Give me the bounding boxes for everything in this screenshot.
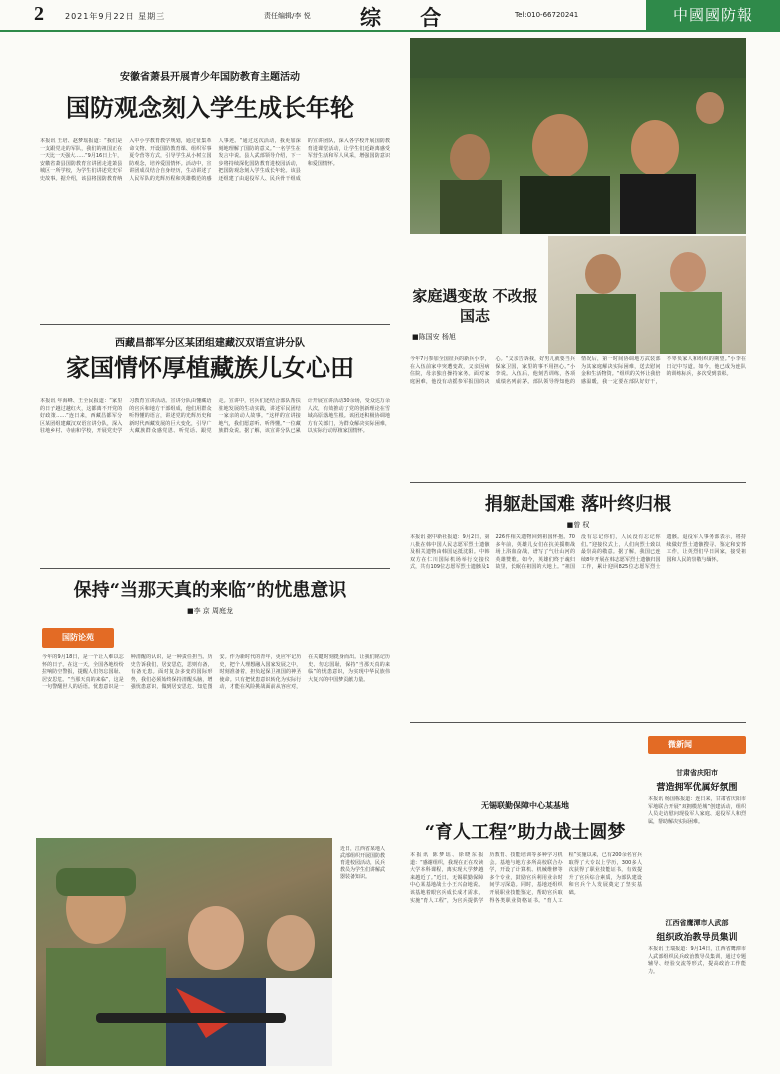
divider xyxy=(40,324,390,325)
soldiers-training-photo xyxy=(410,38,746,234)
article4-body: 今年7月参加全国征兵的新兵小李，在入伍前家中突遭变故，父亲因病住院，母亲独自操持家务。面对家庭困难，他没有动摇参军报国的决心。“父亲告诉我，好男儿就要当兵保家卫国，家里的事不用担心。”小李说。入伍后，他刻苦训练，各项成绩名列前茅。部队领导得知他的情况后，第一时间协调地方武装部为其家庭解决实际困难，送去慰问金和生活物资。“组织的关怀让我倍感温暖，我一定要在部队好好干，不辜负家人和组织的期望。”小李在日记中写道。如今，他已成为连队的训练标兵，多次受到表彰。 xyxy=(410,356,746,385)
micro-news-1-place: 甘肃省庆阳市 xyxy=(676,769,718,777)
soldiers-training-art xyxy=(410,38,746,234)
article1-kicker: 安徽省萧县开展青少年国防教育主题活动 xyxy=(120,72,300,83)
micro-news-1-body: 本报讯 杨国栋报道：连日来，甘肃省庆阳市军地联合开展“双拥模范城”创建活动，组织人员走访慰问现役军人家庭、退役军人和烈属，帮助解决实际困难。 xyxy=(648,796,746,825)
article3-byline: ■李 京 周庭龙 xyxy=(186,607,234,615)
article6-body: 本报讯 陈梦瑶、徐晓东报道：“感谢组织，我现在正在攻读大学本科课程，离实现大学梦越来越近了。”近日，无锡联勤保障中心某基地战士小王兴奋地说。该基地着眼官兵成长成才需求，实施“育人工程”，为官兵提供学历教育、技能培训等多种学习机会。基地与地方多所高校联合办学，开设了计算机、机械维修等多个专业，鼓励官兵利用业余时间学习深造。同时，基地还组织开展职业技能鉴定，帮助官兵取得各类职业资格证书。“育人工程”实施以来，已有200余名官兵取得了大专以上学历，300多人次获得了职业技能证书，有效提升了官兵综合素质，为部队建设和官兵个人发展奠定了坚实基础。 xyxy=(410,852,642,904)
students-photo-caption: 近日，江西省某地人武部组织开展国防教育进校园活动，民兵教员为学生们讲解武器装备知识。 xyxy=(340,846,386,880)
article2-title: 家国情怀厚植藏族儿女心田 xyxy=(66,353,354,382)
article3-body: 今年的9月18日，是一个让人难以忘怀的日子。在这一天，全国各地纷纷拉响防空警报，提醒人们勿忘国耻、居安思危。“当那天真的来临”，这是一句警醒世人的话语。忧患意识是一种清醒的认识，是一种责任担当。历史告诉我们，居安思危，思则有备，有备无患。面对复杂多变的国际形势，我们必须始终保持清醒头脑，增强忧患意识，做到居安思危、知危图安。作为新时代的青年，更应牢记历史，把个人理想融入国家发展之中，时刻准备着，担负起保卫祖国的神圣使命。只有把忧患意识转化为实际行动，才能在风险挑战面前从容应对，在关键时刻挺身而出。让我们铭记历史、勿忘国耻，保持“当那天真的来临”的忧患意识，为实现中华民族伟大复兴的中国梦贡献力量。 xyxy=(42,654,390,691)
section-name: 综 合 xyxy=(360,5,458,30)
article6-title: “育人工程”助力战士圆梦 xyxy=(424,822,626,843)
students-photo-art xyxy=(36,838,332,1066)
article1-body: 本报讯 王培、赵梦瑶报道：“我们是一支跟党走的军队，我们的祖国正在一天比一天强大……”9月16日上午，安徽省萧县国防教育宣讲团走进萧县城区一所学校，为学生们讲述党史军史故事。据介绍，该县将国防教育纳入中小学教育教学规划，通过征集革命文物、开设国防教育课、组织军事夏令营等方式，引导学生从小树立国防观念，培养爱国情怀。活动中，宣讲团成员结合自身经历，生动讲述了人民军队的光辉历程和英雄模范的感人事迹。“通过这次活动，我更加深刻地理解了国防的意义。”一名学生在发言中说。县人武部领导介绍，下一步将持续深化国防教育进校园活动，把国防观念刻入学生成长年轮。该县还组建了由退役军人、民兵骨干组成的宣讲团队，深入各学校开展国防教育进课堂活动，让学生们近距离感受军营生活和军人风采，增强国防意识和爱国情怀。 xyxy=(40,138,390,182)
newspaper-logo: 中國國防報 xyxy=(646,0,780,30)
article5-title: 捐躯赴国难 落叶终归根 xyxy=(484,494,672,515)
article4-byline: ■陈国安 杨旭 xyxy=(412,333,456,341)
article3-title: 保持“当那天真的来临”的忧患意识 xyxy=(73,580,347,601)
divider xyxy=(40,568,390,569)
article6-kicker: 无锡联勤保障中心某基地 xyxy=(481,801,569,810)
officer-photo-art xyxy=(548,236,746,354)
micro-news-2-body: 本报讯 王瑞报道：9月14日，江西省鹰潭市人武部组织民兵政治教导员集训，通过专题辅导、经验交流等形式，提高政治工作能力。 xyxy=(648,946,746,975)
article2-body: 本报讯 年海峰、王全民报道：“家里的日子越过越红火，这都离不开党的好政策……”连日来，西藏昌都军分区某团组建藏汉双语宣讲分队，深入驻地乡村、寺庙和学校，开展党史学习教育宣讲活动。宣讲分队由懂藏语的官兵和地方干部组成，他们用群众听得懂的语言，讲述党的光辉历史和新时代西藏发展的巨大变化，引导广大藏族群众感党恩、听党话、跟党走。宣讲中，官兵们还结合部队帮扶驻地发展的生动实践，讲述军民团结一家亲的动人故事。“这样的宣讲接地气，我们愿意听、听得懂。”一位藏族群众说。据了解，该宣讲分队已累计开展宣讲活动30余场，受众达万余人次，有效推动了党的创新理论在雪域高原落地生根。该团还积极协调地方有关部门，为群众解决实际困难，以实际行动厚植家国情怀。 xyxy=(40,398,390,435)
micro-news-1-title: 营造拥军优属好氛围 xyxy=(656,783,738,793)
article5-body: 本报讯 据中新社报道：9月2日，第八批在韩中国人民志愿军烈士遗骸及相关遗物由韩国运抵沈阳。中韩双方在仁川国际机场举行交接仪式，共有109位志愿军烈士遗骸及1226件相关遗物回到祖国怀抱。70多年前，英雄儿女们在抗美援朝战场上浴血奋战，谱写了气壮山河的英雄赞歌。如今，英雄们终于魂归故里，长眠在祖国的大地上。“祖国没有忘记你们，人民没有忘记你们。”迎接仪式上，人们向烈士致以最崇高的敬意。据了解，我国已连续8年开展在韩志愿军烈士遗骸归国工作，累计迎回825位志愿军烈士遗骸。退役军人事务部表示，将持续做好烈士遗骸搜寻、鉴定和安葬工作，让英烈们早日回家，接受祖国和人民的崇敬与缅怀。 xyxy=(410,534,746,571)
students-photo xyxy=(36,838,332,1066)
issue-date: 2021年9月22日 星期三 xyxy=(65,12,166,21)
micro-news-2-place: 江西省鹰潭市人武部 xyxy=(665,919,729,927)
page-number: 2 xyxy=(34,3,44,25)
micro-news-tag: 微新闻 xyxy=(648,736,746,754)
article2-kicker: 西藏昌都军分区某团组建藏汉双语宣讲分队 xyxy=(115,338,305,349)
divider xyxy=(410,722,746,723)
article1-title: 国防观念刻入学生成长年轮 xyxy=(66,93,354,122)
column-tag: 国防论苑 xyxy=(42,628,114,648)
article4-title: 家庭遇变故 不改报国志 xyxy=(412,287,538,325)
editor-credit: 责任编辑/李 悦 xyxy=(264,12,311,20)
divider xyxy=(410,482,746,483)
micro-news-2-title: 组织政治教导员集训 xyxy=(656,933,738,943)
article5-byline: ■曾 权 xyxy=(566,521,590,529)
officer-photo xyxy=(548,236,746,354)
telephone: Tel:010-66720241 xyxy=(515,11,579,19)
